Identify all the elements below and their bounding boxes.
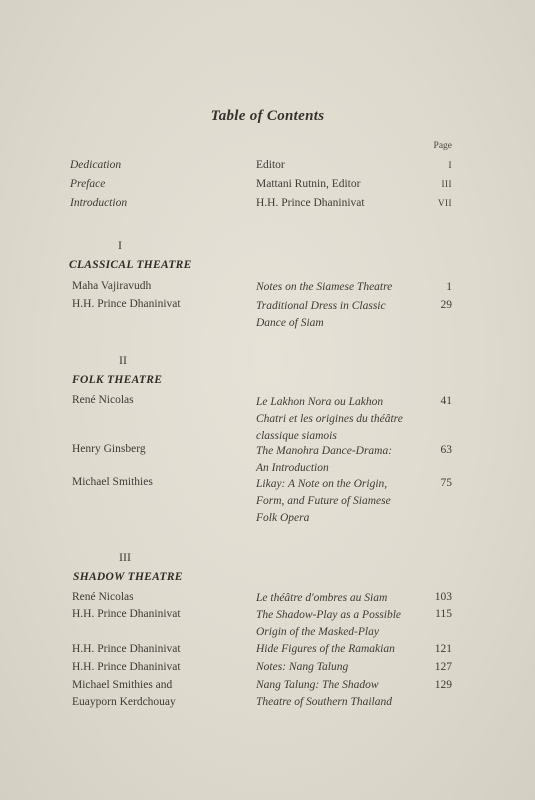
front-matter-item: Preface [70,178,106,190]
section-heading: CLASSICAL THEATRE [69,259,192,271]
entry-title: Hide Figures of the Ramakian [256,643,395,655]
front-matter-page: III [441,179,452,189]
entry-page: 121 [434,643,452,655]
section-numeral: III [119,550,131,564]
entry-title: The Shadow-Play as a Possible Origin of the Masked-Play [256,609,402,638]
entry-author: René Nicolas [72,591,134,603]
page-title: Table of Contents [210,108,325,124]
entry-title: Likay: A Note on the Origin, Form, and Future of Siamese Folk Opera [256,478,391,524]
entry-title: Notes: Nang Talung [256,661,349,673]
entry-author: H.H. Prince Dhaninivat [72,298,181,310]
entry-page: 41 [440,395,452,407]
section-numeral: II [119,353,127,367]
entry-author: Michael Smithies and Euayporn Kerdchouay [72,679,176,708]
entry-title: Le théâtre d'ombres au Siam [256,592,388,604]
front-matter-item: Dedication [70,159,122,171]
entry-title: Nang Talung: The Shadow Theatre of Southern Thailand [256,679,392,708]
entry-page: 1 [446,281,452,293]
entry-page: 29 [440,299,452,311]
entry-page: 127 [434,661,452,673]
entry-author: H.H. Prince Dhaninivat [72,661,181,673]
front-matter-author: Mattani Rutnin, Editor [256,178,361,190]
front-matter-author: Editor [256,159,285,171]
entry-page: 75 [440,477,452,489]
front-matter-page: I [448,160,452,170]
entry-author: Michael Smithies [72,476,153,488]
entry-title: Notes on the Siamese Theatre [256,281,393,293]
front-matter-item: Introduction [70,197,128,209]
section-heading: SHADOW THEATRE [73,571,183,583]
entry-author: René Nicolas [72,394,134,406]
entry-author: Maha Vajiravudh [72,280,152,292]
entry-page: 129 [434,679,452,691]
section-heading: FOLK THEATRE [72,374,163,386]
section-numeral: I [118,238,122,252]
entry-author: Henry Ginsberg [72,443,146,455]
entry-page: 103 [434,591,452,603]
entry-author: H.H. Prince Dhaninivat [72,643,181,655]
entry-title: Le Lakhon Nora ou Lakhon Chatri et les origines du théâtre classique siamois [256,396,403,442]
entry-title: Traditional Dress in Classic Dance of Siam [256,300,386,329]
entry-author: H.H. Prince Dhaninivat [72,608,181,620]
entry-page: 63 [440,444,452,456]
page-column-header: Page [433,141,452,151]
front-matter-page: VII [438,198,452,208]
front-matter-author: H.H. Prince Dhaninivat [256,197,365,209]
entry-title: The Manohra Dance-Drama: An Introduction [256,445,393,474]
entry-page: 115 [435,608,452,620]
